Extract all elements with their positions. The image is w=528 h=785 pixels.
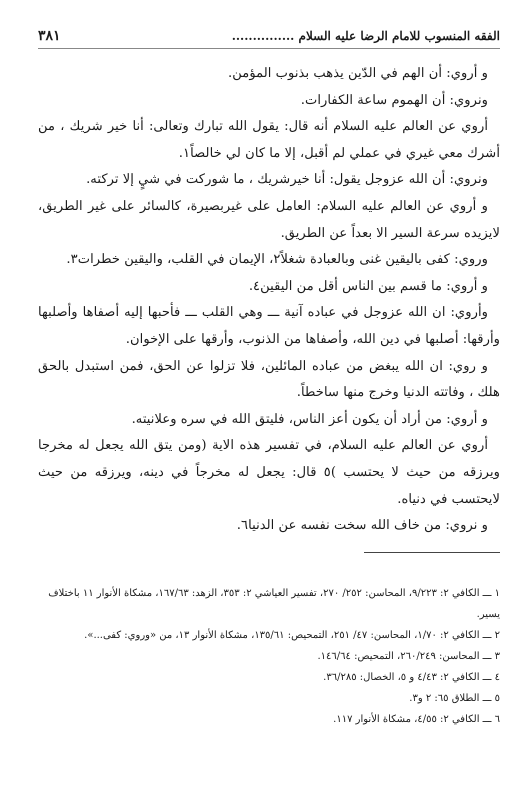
body-text — [38, 61, 500, 540]
paragraph: وروي: كفى باليقين غنى وبالعبادة شغلاً٢، الإيمان في القلب، واليقين خطرات٣. — [66, 252, 488, 268]
footnote: ٦ ـــ الكافي ٢: ٤/٥٥، مشكاة الأنوار ١١٧. — [333, 713, 500, 725]
header-title: الفقه المنسوب للامام الرضا عليه السلام ............... — [231, 29, 500, 43]
footnote: ٣ ـــ المحاسن: ٢٦٠/٢٤٩، التمحيص: ١٤٦/٦٤. — [317, 650, 500, 662]
running-header — [38, 28, 500, 49]
paragraph: و روي: ان الله يبغض من عباده المائلين، فلا تزلوا عن الحق، فمن استبدل بالحق هلك ، وفاتته الدنيا وخرج منها ساخطاً. — [38, 358, 500, 401]
paragraph: ونروي: أن الهموم ساعة الكفارات. — [300, 92, 488, 108]
footnote: ٥ ـــ الطلاق ٦٥: ٢ و٣. — [409, 692, 500, 704]
footnote-separator — [364, 552, 500, 553]
paragraph: أروي عن العالم عليه السلام أنه قال: يقول الله تبارك وتعالى: أنا خير شريك ، من أشرك معي غيري في عملي لم أقبل، إلا ما كان لي خالصاً١. — [38, 119, 500, 161]
paragraph: و نروي: من خاف الله سخت نفسه عن الدنيا٦. — [236, 518, 488, 534]
paragraph: و أروي عن العالم عليه السلام: العامل على غيربصيرة، كالسائر على غير الطريق، لايزيده سرعة السير الا بعداً عن الطريق. — [38, 198, 500, 241]
paragraph: و أروي: من أراد أن يكون أعز الناس، فليتق الله في سره وعلانيته. — [131, 411, 488, 427]
footnotes — [38, 583, 500, 730]
footnote: ١ ـــ الكافي ٢: ٩/٢٢٣، المحاسن: ٢٥٢/ ٢٧٠، تفسير العياشي ٢: ٣٥٣، الزهد: ١٦٧/٦٣، مشكاة الأنوار ١١ باختلاف يسير. — [48, 587, 500, 620]
footnote: ٤ ـــ الكافي ٢: ٤/٤٣ و ٥، الخصال: ٣٦/٢٨٥. — [323, 671, 500, 683]
paragraph: و أروي: أن الهم في الدّين يذهب بذنوب المؤمن. — [228, 66, 488, 81]
paragraph: أروي عن العالم عليه السلام، في تفسير هذه الاية (ومن يتق الله يجعل له مخرجا ويرزقه من حيث لا يحتسب )٥ قال: يجعل له مخرجاً في دينه، ويرزقه من حيث لايحتسب في دنياه. — [38, 438, 500, 507]
page-number: ٣٨١ — [38, 28, 61, 44]
paragraph: ونروي: أن الله عزوجل يقول: أنا خيرشريك ، ما شوركت في شيٍ إلا تركته. — [86, 172, 488, 188]
paragraph: و أروي: ما قسم بين الناس أقل من اليقين٤. — [248, 278, 488, 294]
document-page — [38, 28, 500, 730]
paragraph: وأروي: ان الله عزوجل في عباده آنية ـــ وهي القلب ـــ فأحبها إليه أصفاها وأصلبها وأرقها: أصلبها في دين الله، وأصفاها من الذنوب، وأرقها على الإخوان. — [38, 305, 500, 347]
footnote: ٢ ـــ الكافي ٢: ١/٧٠، المحاسن: ٤٧/ ٢٥١، التمحيص: ١٣٥/٦١، مشكاة الأنوار ١٣، من «وروي: كفى...». — [84, 629, 500, 641]
